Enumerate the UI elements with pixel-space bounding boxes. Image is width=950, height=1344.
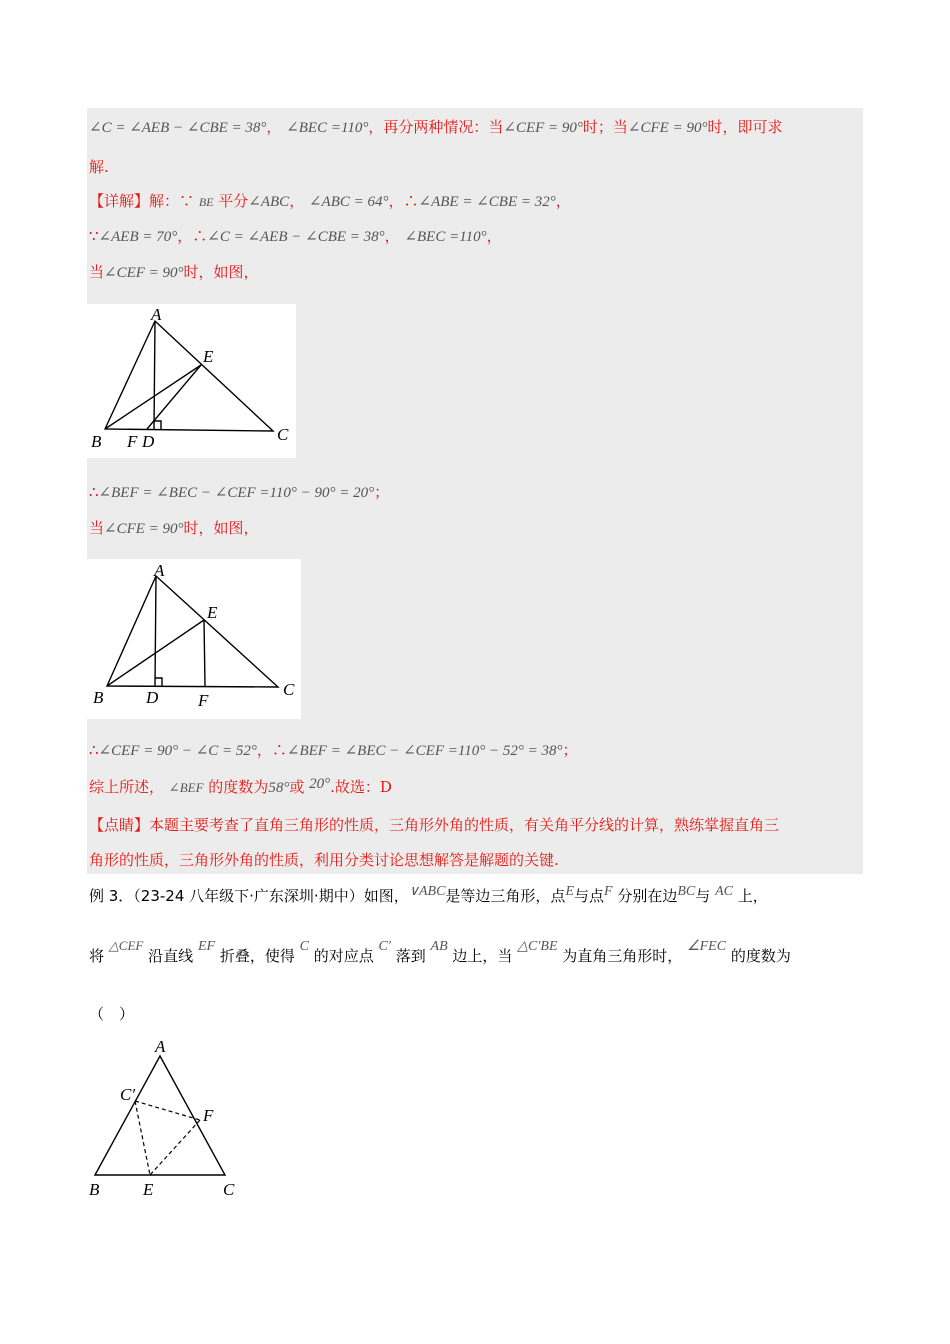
equation: ∠FEC bbox=[687, 939, 727, 954]
equation: ∠BEC =110° bbox=[286, 120, 369, 136]
text: ，∴ bbox=[256, 741, 287, 759]
equation: F bbox=[604, 884, 613, 899]
equation: ∠BEF bbox=[168, 780, 204, 795]
label-a: A bbox=[151, 305, 162, 324]
text: 落到 bbox=[395, 947, 426, 965]
example3-figure bbox=[80, 1036, 250, 1201]
equation: 58° bbox=[268, 780, 290, 796]
label-f: F bbox=[198, 691, 209, 710]
right-angle-mark bbox=[155, 678, 162, 686]
text: ， bbox=[289, 192, 305, 210]
text: 当 bbox=[89, 519, 105, 537]
figure-1-svg bbox=[87, 304, 296, 458]
equation: ∠CFE = 90° bbox=[627, 120, 708, 136]
example3-line-2 bbox=[89, 938, 791, 966]
text: 平分 bbox=[218, 192, 249, 210]
equation: AB bbox=[430, 939, 448, 954]
equation: BE bbox=[198, 195, 214, 209]
solution-line-5 bbox=[89, 262, 259, 283]
label-a: A bbox=[155, 1037, 166, 1056]
text: 边上，当 bbox=[452, 947, 513, 965]
text: 解：∵ bbox=[149, 192, 195, 210]
label-d: D bbox=[142, 432, 155, 451]
text: ，∴ bbox=[177, 227, 208, 245]
label-e: E bbox=[207, 603, 218, 622]
equation: EF bbox=[197, 939, 216, 954]
triangle-abc bbox=[105, 321, 273, 431]
text: .故选：D bbox=[330, 778, 392, 796]
text: 的度数为 bbox=[208, 778, 269, 796]
text: 时，如图， bbox=[183, 263, 259, 281]
text: ∵ bbox=[89, 227, 99, 245]
equation: △CEF bbox=[108, 938, 144, 953]
solution-line-10 bbox=[89, 815, 779, 835]
text: ； bbox=[374, 483, 390, 501]
text: 当 bbox=[89, 263, 105, 281]
text: 的对应点 bbox=[313, 947, 374, 965]
text: ； bbox=[562, 741, 578, 759]
text: 与点 bbox=[574, 887, 605, 905]
equation: ∠BEF = ∠BEC − ∠CEF =110° − 52° = 38° bbox=[286, 743, 563, 759]
text: 例 3．（23-24 八年级下·广东深圳·期中）如图， bbox=[89, 887, 409, 905]
text: ，∴ bbox=[388, 192, 419, 210]
text: ∴ bbox=[89, 741, 99, 759]
equation: ∠ABC bbox=[248, 194, 290, 210]
equation: ∠ABE = ∠CBE = 32° bbox=[418, 194, 556, 210]
text: 将 bbox=[89, 947, 105, 965]
equation: ∠CFE = 90° bbox=[104, 521, 184, 537]
figure-2-svg bbox=[87, 559, 301, 719]
equation: E bbox=[565, 884, 574, 899]
fold-ef bbox=[150, 1120, 200, 1175]
equation: C′ bbox=[378, 939, 391, 954]
equation: ∠CEF = 90° bbox=[503, 120, 583, 136]
text: 时，即可求 bbox=[707, 118, 783, 136]
text: 为直角三角形时， bbox=[562, 947, 683, 965]
solution-line-3 bbox=[89, 191, 571, 212]
segment-ad bbox=[154, 321, 155, 429]
label-f: F bbox=[203, 1106, 214, 1125]
text: ， bbox=[384, 227, 400, 245]
equation: △C′BE bbox=[517, 939, 558, 954]
text: 与 bbox=[695, 887, 711, 905]
solution-line-11: 角形的性质，三角形外角的性质，利用分类讨论思想解答是解题的关键. bbox=[89, 851, 559, 869]
equation: ∠ABC = 64° bbox=[308, 194, 389, 210]
label-c-prime: C′ bbox=[120, 1085, 136, 1104]
figure-1 bbox=[87, 304, 296, 458]
equation: ∠BEC =110° bbox=[404, 229, 487, 245]
label-b: B bbox=[89, 1180, 100, 1199]
equation: C bbox=[299, 939, 309, 954]
text: 时，如图， bbox=[183, 519, 259, 537]
equation: ∠CEF = 90° − ∠C = 52° bbox=[98, 743, 257, 759]
text: 是等边三角形，点 bbox=[445, 887, 566, 905]
text: 本题主要考查了直角三角形的性质，三角形外角的性质，有关角平分线的计算，熟练掌握直角三 bbox=[149, 816, 780, 834]
solution-line-2: 解. bbox=[89, 158, 109, 176]
equation: BC bbox=[677, 884, 696, 899]
example3-line-1 bbox=[89, 885, 768, 906]
equation: ∠C = ∠AEB − ∠CBE = 38° bbox=[207, 229, 385, 245]
example3-figure-svg bbox=[80, 1036, 250, 1201]
equation: ∠C = ∠AEB − ∠CBE = 38° bbox=[89, 120, 267, 136]
text: 的度数为 bbox=[730, 947, 791, 965]
equation: AC bbox=[715, 884, 733, 899]
detail-tag: 【详解】 bbox=[89, 192, 150, 210]
label-b: B bbox=[93, 688, 104, 707]
label-e: E bbox=[203, 347, 214, 366]
text: 综上所述， bbox=[89, 778, 165, 796]
label-b: B bbox=[91, 432, 102, 451]
equation: ∨ABC bbox=[408, 884, 446, 899]
text: 沿直线 bbox=[148, 947, 194, 965]
text: 分别在边 bbox=[617, 887, 678, 905]
label-c: C bbox=[223, 1180, 235, 1199]
example3-answer-blank: （ ） bbox=[89, 1005, 135, 1023]
figure-2 bbox=[87, 559, 301, 719]
label-f: F bbox=[127, 432, 138, 451]
equation: ∠AEB = 70° bbox=[98, 229, 178, 245]
segment-ef bbox=[204, 620, 205, 686]
equation: ∠BEF = ∠BEC − ∠CEF =110° − 90° = 20° bbox=[98, 485, 375, 501]
text: ∴ bbox=[89, 483, 99, 501]
text: 上， bbox=[737, 887, 768, 905]
text: 时；当 bbox=[582, 118, 628, 136]
comment-tag: 【点睛】 bbox=[89, 816, 150, 834]
text: ， bbox=[486, 227, 502, 245]
label-c: C bbox=[277, 425, 289, 444]
solution-line-8 bbox=[89, 740, 578, 761]
fold-ce bbox=[135, 1101, 150, 1175]
solution-line-7 bbox=[89, 518, 259, 539]
equation: ∠CEF = 90° bbox=[104, 265, 184, 281]
text: ， bbox=[555, 192, 571, 210]
triangle-abc bbox=[107, 576, 278, 687]
label-a: A bbox=[154, 561, 165, 580]
label-d: D bbox=[146, 688, 159, 707]
label-c: C bbox=[283, 680, 295, 699]
label-e: E bbox=[143, 1180, 154, 1199]
solution-line-1 bbox=[89, 117, 782, 138]
text: 折叠，使得 bbox=[219, 947, 295, 965]
equation: 20° bbox=[309, 776, 331, 792]
solution-line-9 bbox=[89, 777, 392, 798]
text: ， bbox=[266, 118, 282, 136]
text: ，再分两种情况：当 bbox=[368, 118, 504, 136]
solution-line-6 bbox=[89, 482, 389, 503]
right-angle-mark bbox=[154, 421, 161, 429]
text: 或 bbox=[289, 778, 305, 796]
solution-line-4 bbox=[89, 226, 502, 247]
segment-ad bbox=[155, 576, 156, 686]
